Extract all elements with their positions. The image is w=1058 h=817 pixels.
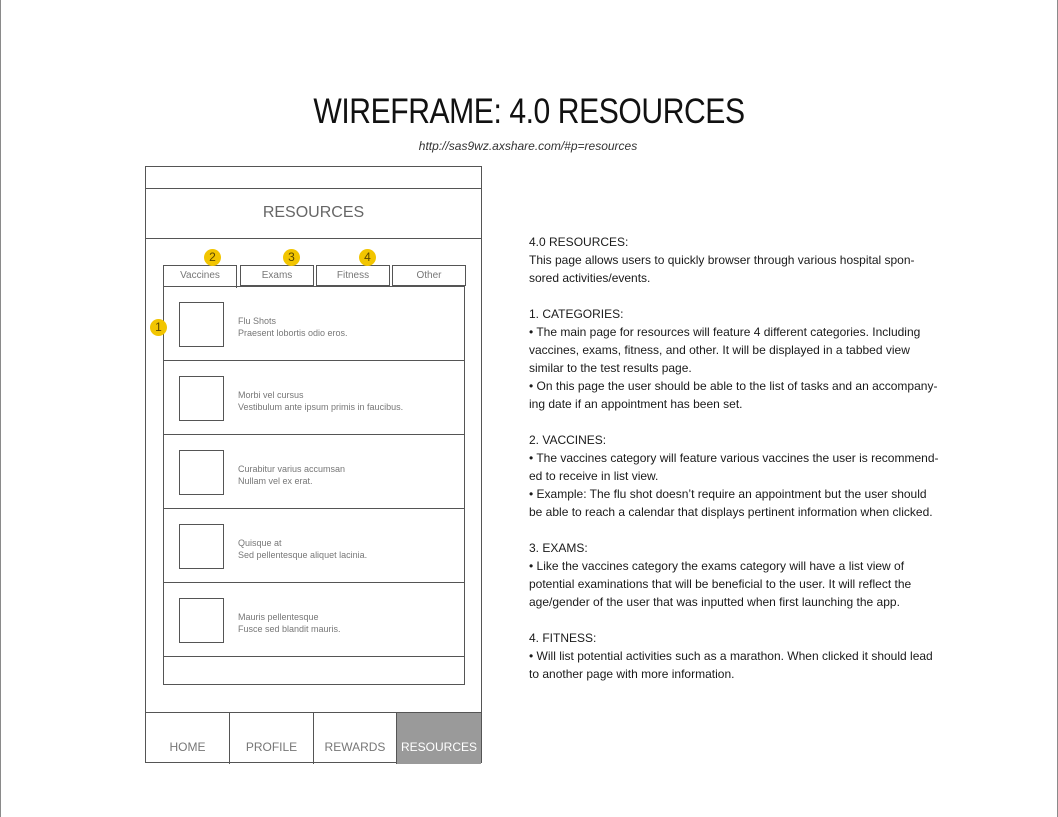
- list-item[interactable]: [164, 361, 464, 435]
- page-title: WIREFRAME: 4.0 RESOURCES: [313, 92, 745, 131]
- item-title: Flu Shots: [238, 316, 277, 326]
- note-line: • Like the vaccines category the exams category will have a list view of: [529, 559, 905, 573]
- list-item[interactable]: [164, 435, 464, 509]
- note-line: ing date if an appointment has been set.: [529, 397, 743, 411]
- note-line: • Example: The flu shot doesn’t require an appointment but the user should: [529, 487, 927, 501]
- tab-fitness[interactable]: Fitness: [316, 265, 390, 286]
- status-bar: [146, 167, 481, 189]
- note-line: to another page with more information.: [529, 667, 735, 681]
- note-heading: 4. FITNESS:: [529, 631, 597, 645]
- item-subtitle: Nullam vel ex erat.: [238, 476, 313, 486]
- prototype-url[interactable]: http://sas9wz.axshare.com/#p=resources: [418, 139, 638, 153]
- resource-list: [163, 286, 465, 685]
- list-item[interactable]: [164, 287, 464, 361]
- nav-rewards[interactable]: REWARDS: [314, 713, 397, 764]
- tab-vaccines[interactable]: Vaccines: [163, 265, 237, 288]
- annotation-badge-2: 2: [204, 249, 221, 266]
- note-line: • Will list potential activities such as a marathon. When clicked it should lead: [529, 649, 933, 663]
- note-line: be able to reach a calendar that displays pertinent information when clicked.: [529, 505, 933, 519]
- note-line: similar to the test results page.: [529, 361, 692, 375]
- item-subtitle: Praesent lobortis odio eros.: [238, 328, 348, 338]
- item-thumbnail: [179, 450, 224, 495]
- phone-wireframe: [145, 166, 482, 763]
- item-subtitle: Vestibulum ante ipsum primis in faucibus.: [238, 402, 404, 412]
- annotation-notes: [529, 233, 999, 683]
- item-title: Quisque at: [238, 538, 282, 548]
- item-title: Curabitur varius accumsan: [238, 464, 346, 474]
- note-heading: 3. EXAMS:: [529, 541, 588, 555]
- item-title: Morbi vel cursus: [238, 390, 304, 400]
- note-line: age/gender of the user that was inputted when first launching the app.: [529, 595, 900, 609]
- bottom-nav: [146, 712, 481, 764]
- item-thumbnail: [179, 524, 224, 569]
- note-line: potential examinations that will be beneficial to the user. It will reflect the: [529, 577, 912, 591]
- note-line: This page allows users to quickly browser through various hospital spon-: [529, 253, 915, 267]
- note-heading: 4.0 RESOURCES:: [529, 235, 629, 249]
- list-item[interactable]: [164, 509, 464, 583]
- item-thumbnail: [179, 598, 224, 643]
- item-thumbnail: [179, 302, 224, 347]
- annotation-badge-1: 1: [150, 319, 167, 336]
- screen-header: RESOURCES: [146, 188, 481, 239]
- note-line: vaccines, exams, fitness, and other. It will be displayed in a tabbed view: [529, 343, 910, 357]
- item-title: Mauris pellentesque: [238, 612, 319, 622]
- note-line: sored activities/events.: [529, 271, 651, 285]
- annotation-badge-4: 4: [359, 249, 376, 266]
- tab-other[interactable]: Other: [392, 265, 466, 286]
- item-thumbnail: [179, 376, 224, 421]
- note-line: • On this page the user should be able to the list of tasks and an accompany-: [529, 379, 938, 393]
- item-subtitle: Sed pellentesque aliquet lacinia.: [238, 550, 368, 560]
- note-line: • The main page for resources will feature 4 different categories. Including: [529, 325, 921, 339]
- note-line: ed to receive in list view.: [529, 469, 659, 483]
- note-heading: 1. CATEGORIES:: [529, 307, 624, 321]
- note-heading: 2. VACCINES:: [529, 433, 607, 447]
- nav-profile[interactable]: PROFILE: [230, 713, 314, 764]
- note-line: • The vaccines category will feature various vaccines the user is recommend-: [529, 451, 939, 465]
- nav-resources[interactable]: RESOURCES: [397, 713, 481, 764]
- item-subtitle: Fusce sed blandit mauris.: [238, 624, 341, 634]
- annotation-badge-3: 3: [283, 249, 300, 266]
- list-item[interactable]: [164, 583, 464, 657]
- tab-exams[interactable]: Exams: [240, 265, 314, 286]
- nav-home[interactable]: HOME: [146, 713, 230, 764]
